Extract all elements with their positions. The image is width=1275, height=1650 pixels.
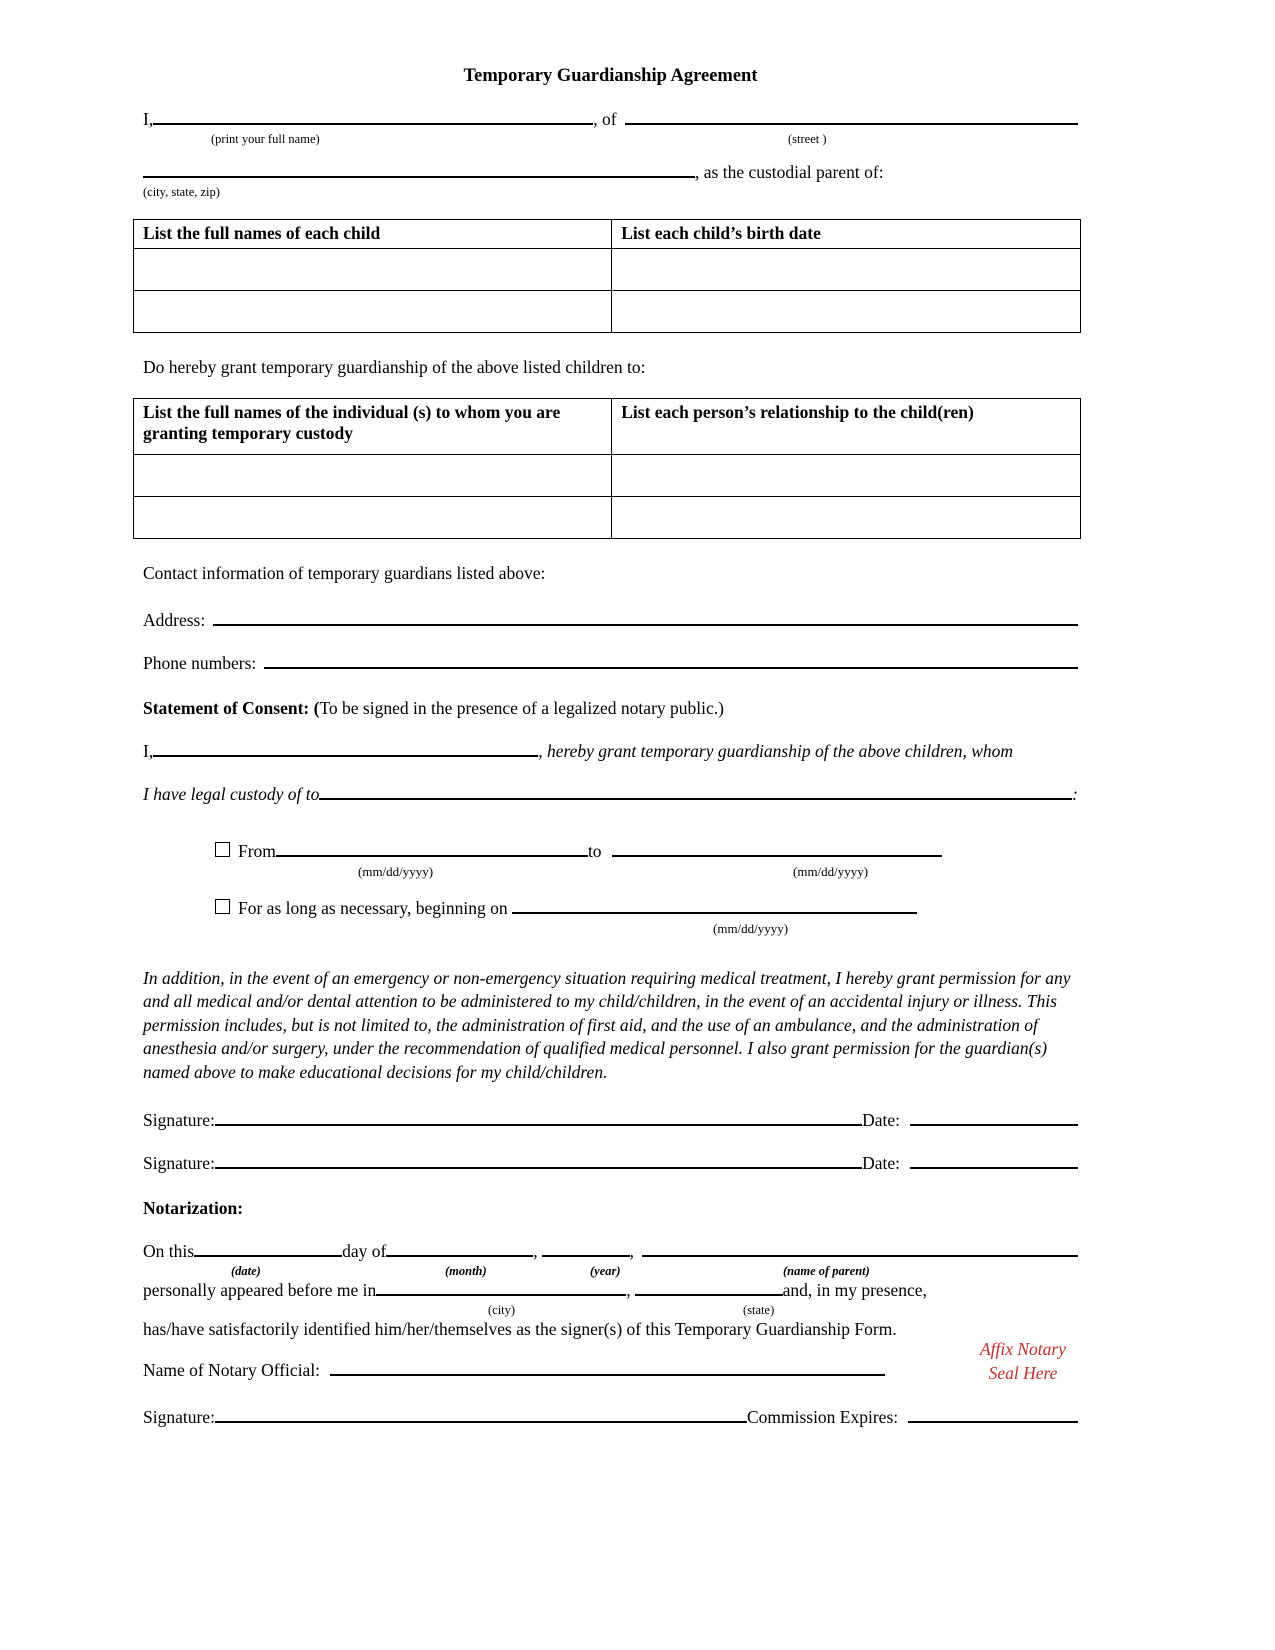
intro-line-1: [143, 109, 1078, 130]
notarization-section: [143, 1241, 1078, 1381]
signature-label-1: Signature:: [143, 1110, 215, 1131]
to-date-hint: (mm/dd/yyyy): [793, 864, 869, 879]
phone-line[interactable]: [264, 667, 1078, 669]
comma-2: ,: [629, 1241, 635, 1262]
state-line[interactable]: [635, 1294, 783, 1296]
address-label: Address:: [143, 610, 206, 630]
guardians-table-row: [134, 497, 1081, 539]
custody-to-line[interactable]: [319, 798, 1072, 800]
on-this-hints: [143, 1262, 1078, 1280]
beginning-date-line[interactable]: [512, 912, 917, 914]
guardians-table-header-row: [134, 399, 1081, 455]
guardian-relationship-cell[interactable]: [612, 497, 1081, 539]
child-name-cell[interactable]: [134, 291, 612, 333]
duration-option-row: [143, 898, 1078, 919]
consent-grant-text: , hereby grant temporary guardianship of the above children, whom: [538, 741, 1014, 761]
comma-3: ,: [626, 1280, 631, 1301]
city-line[interactable]: [376, 1294, 626, 1296]
notary-name-row: [143, 1360, 1078, 1381]
on-this-label: On this: [143, 1241, 195, 1262]
affix-notary-seal-note: [980, 1338, 1066, 1385]
appeared-label: personally appeared before me in: [143, 1280, 377, 1301]
street-hint: (street ): [788, 132, 827, 146]
guardian-name-cell[interactable]: [134, 497, 612, 539]
intro-hints-2: [143, 183, 1078, 203]
date-label-2: Date:: [862, 1153, 900, 1174]
signature-line-1[interactable]: [215, 1124, 862, 1126]
children-table-header-row: [134, 220, 1081, 249]
state-hint: (state): [743, 1303, 775, 1318]
parent-name-hint: (name of parent): [783, 1264, 870, 1279]
duration-hints: [143, 919, 1078, 939]
from-date-line[interactable]: [276, 855, 588, 857]
signature-row-2: [143, 1153, 1078, 1174]
seal-line-2: Seal Here: [988, 1362, 1058, 1383]
intro-line-2: [143, 162, 1078, 183]
commission-line[interactable]: [908, 1421, 1078, 1423]
i-prefix-label: I,: [143, 109, 154, 129]
duration-checkbox[interactable]: [215, 899, 230, 914]
children-table-row: [134, 249, 1081, 291]
date-line-2[interactable]: [910, 1167, 1078, 1169]
from-to-hints: [143, 862, 1078, 882]
signature-row-1: [143, 1110, 1078, 1131]
month-hint: (month): [445, 1264, 487, 1279]
children-table-row: [134, 291, 1081, 333]
commission-label: Commission Expires:: [746, 1407, 899, 1428]
day-of-label: day of: [342, 1241, 387, 1262]
consent-heading: [143, 698, 1078, 719]
beginning-date-hint: (mm/dd/yyyy): [713, 921, 789, 936]
parent-name-line[interactable]: [642, 1255, 1078, 1257]
children-names-header: List the full names of each child: [134, 220, 612, 249]
seal-line-1: Affix Notary: [979, 1339, 1066, 1360]
contact-heading: Contact information of temporary guardians listed above:: [143, 563, 546, 583]
consent-line-1: [143, 741, 1078, 762]
city-hint: (city): [488, 1303, 516, 1318]
custody-colon: :: [1072, 784, 1078, 804]
consent-name-line[interactable]: [153, 755, 538, 757]
signature-line-2[interactable]: [215, 1167, 862, 1169]
guardian-name-cell[interactable]: [134, 455, 612, 497]
guardian-names-header: List the full names of the individual (s) to whom you are granting temporary custody: [134, 399, 612, 455]
to-label: to: [587, 841, 602, 861]
custody-text: I have legal custody of to: [143, 784, 320, 804]
identified-statement: has/have satisfactorily identified him/her/themselves as the signer(s) of this Temporary Guardianship Form.: [143, 1319, 897, 1340]
presence-label: and, in my presence,: [782, 1280, 927, 1301]
custodial-parent-label: , as the custodial parent of:: [695, 162, 884, 182]
consent-i-prefix: I,: [143, 741, 154, 761]
guardians-table: [133, 398, 1081, 539]
notary-month-line[interactable]: [386, 1255, 533, 1257]
consent-heading-bold: Statement of Consent: (: [143, 698, 320, 718]
children-table: [133, 219, 1081, 333]
children-birthdate-header: List each child’s birth date: [612, 220, 1081, 249]
year-hint: (year): [590, 1264, 621, 1279]
to-date-line[interactable]: [612, 855, 942, 857]
notary-date-line[interactable]: [194, 1255, 342, 1257]
consent-heading-rest: To be signed in the presence of a legalized notary public.): [319, 698, 724, 718]
medical-consent-paragraph: In addition, in the event of an emergency or non-emergency situation requiring medical treatment, I hereby grant permission for any and all medical and/or dental attention to be administered to my child/children, in the event of an accidental injury or illness. This permission includes, but is not limited to, the administration of first aid, and the use of an ambulance, and the administration of anesthesia and/or surgery, under the recommendation of qualified medical personnel. I also grant permission for the guardian(s) named above to make educational decisions for my child/children.: [143, 968, 1071, 1082]
street-line[interactable]: [625, 123, 1078, 125]
intro-hints-1: [143, 130, 1078, 150]
from-to-checkbox[interactable]: [215, 842, 230, 857]
guardian-relationship-header: List each person’s relationship to the child(ren): [612, 399, 1081, 455]
date-line-1[interactable]: [910, 1124, 1078, 1126]
document-title: Temporary Guardianship Agreement: [463, 66, 758, 86]
city-state-zip-hint: (city, state, zip): [143, 185, 220, 199]
of-connector-label: , of: [593, 109, 617, 129]
notary-signature-label: Signature:: [143, 1407, 215, 1428]
address-line[interactable]: [213, 624, 1078, 626]
consent-line-2: [143, 784, 1078, 805]
notary-signature-row: [143, 1407, 1078, 1428]
guardians-table-row: [134, 455, 1081, 497]
child-birthdate-cell[interactable]: [612, 291, 1081, 333]
on-this-row: [143, 1241, 1078, 1262]
notary-signature-line[interactable]: [215, 1421, 747, 1423]
notary-name-label: Name of Notary Official:: [143, 1360, 321, 1381]
city-state-zip-line[interactable]: [143, 176, 695, 178]
phone-label: Phone numbers:: [143, 653, 257, 673]
notary-year-line[interactable]: [542, 1255, 630, 1257]
phone-row: [143, 653, 1078, 674]
from-to-option-row: [143, 841, 1078, 862]
date-label-1: Date:: [862, 1110, 900, 1131]
from-label: From: [238, 841, 276, 861]
from-date-hint: (mm/dd/yyyy): [358, 864, 434, 879]
date-hint: (date): [231, 1264, 261, 1279]
notarization-heading: Notarization:: [143, 1198, 244, 1219]
guardian-relationship-cell[interactable]: [612, 455, 1081, 497]
full-name-line[interactable]: [153, 123, 593, 125]
appeared-hints: [143, 1301, 1078, 1319]
child-birthdate-cell[interactable]: [612, 249, 1081, 291]
grant-statement: Do hereby grant temporary guardianship of the above listed children to:: [143, 357, 646, 377]
signature-label-2: Signature:: [143, 1153, 215, 1174]
full-name-hint: (print your full name): [211, 132, 320, 146]
duration-label: For as long as necessary, beginning on: [238, 898, 512, 918]
child-name-cell[interactable]: [134, 249, 612, 291]
comma-1: ,: [533, 1241, 538, 1262]
appeared-row: [143, 1280, 1078, 1301]
notary-name-line[interactable]: [330, 1374, 885, 1376]
address-row: [143, 610, 1078, 631]
